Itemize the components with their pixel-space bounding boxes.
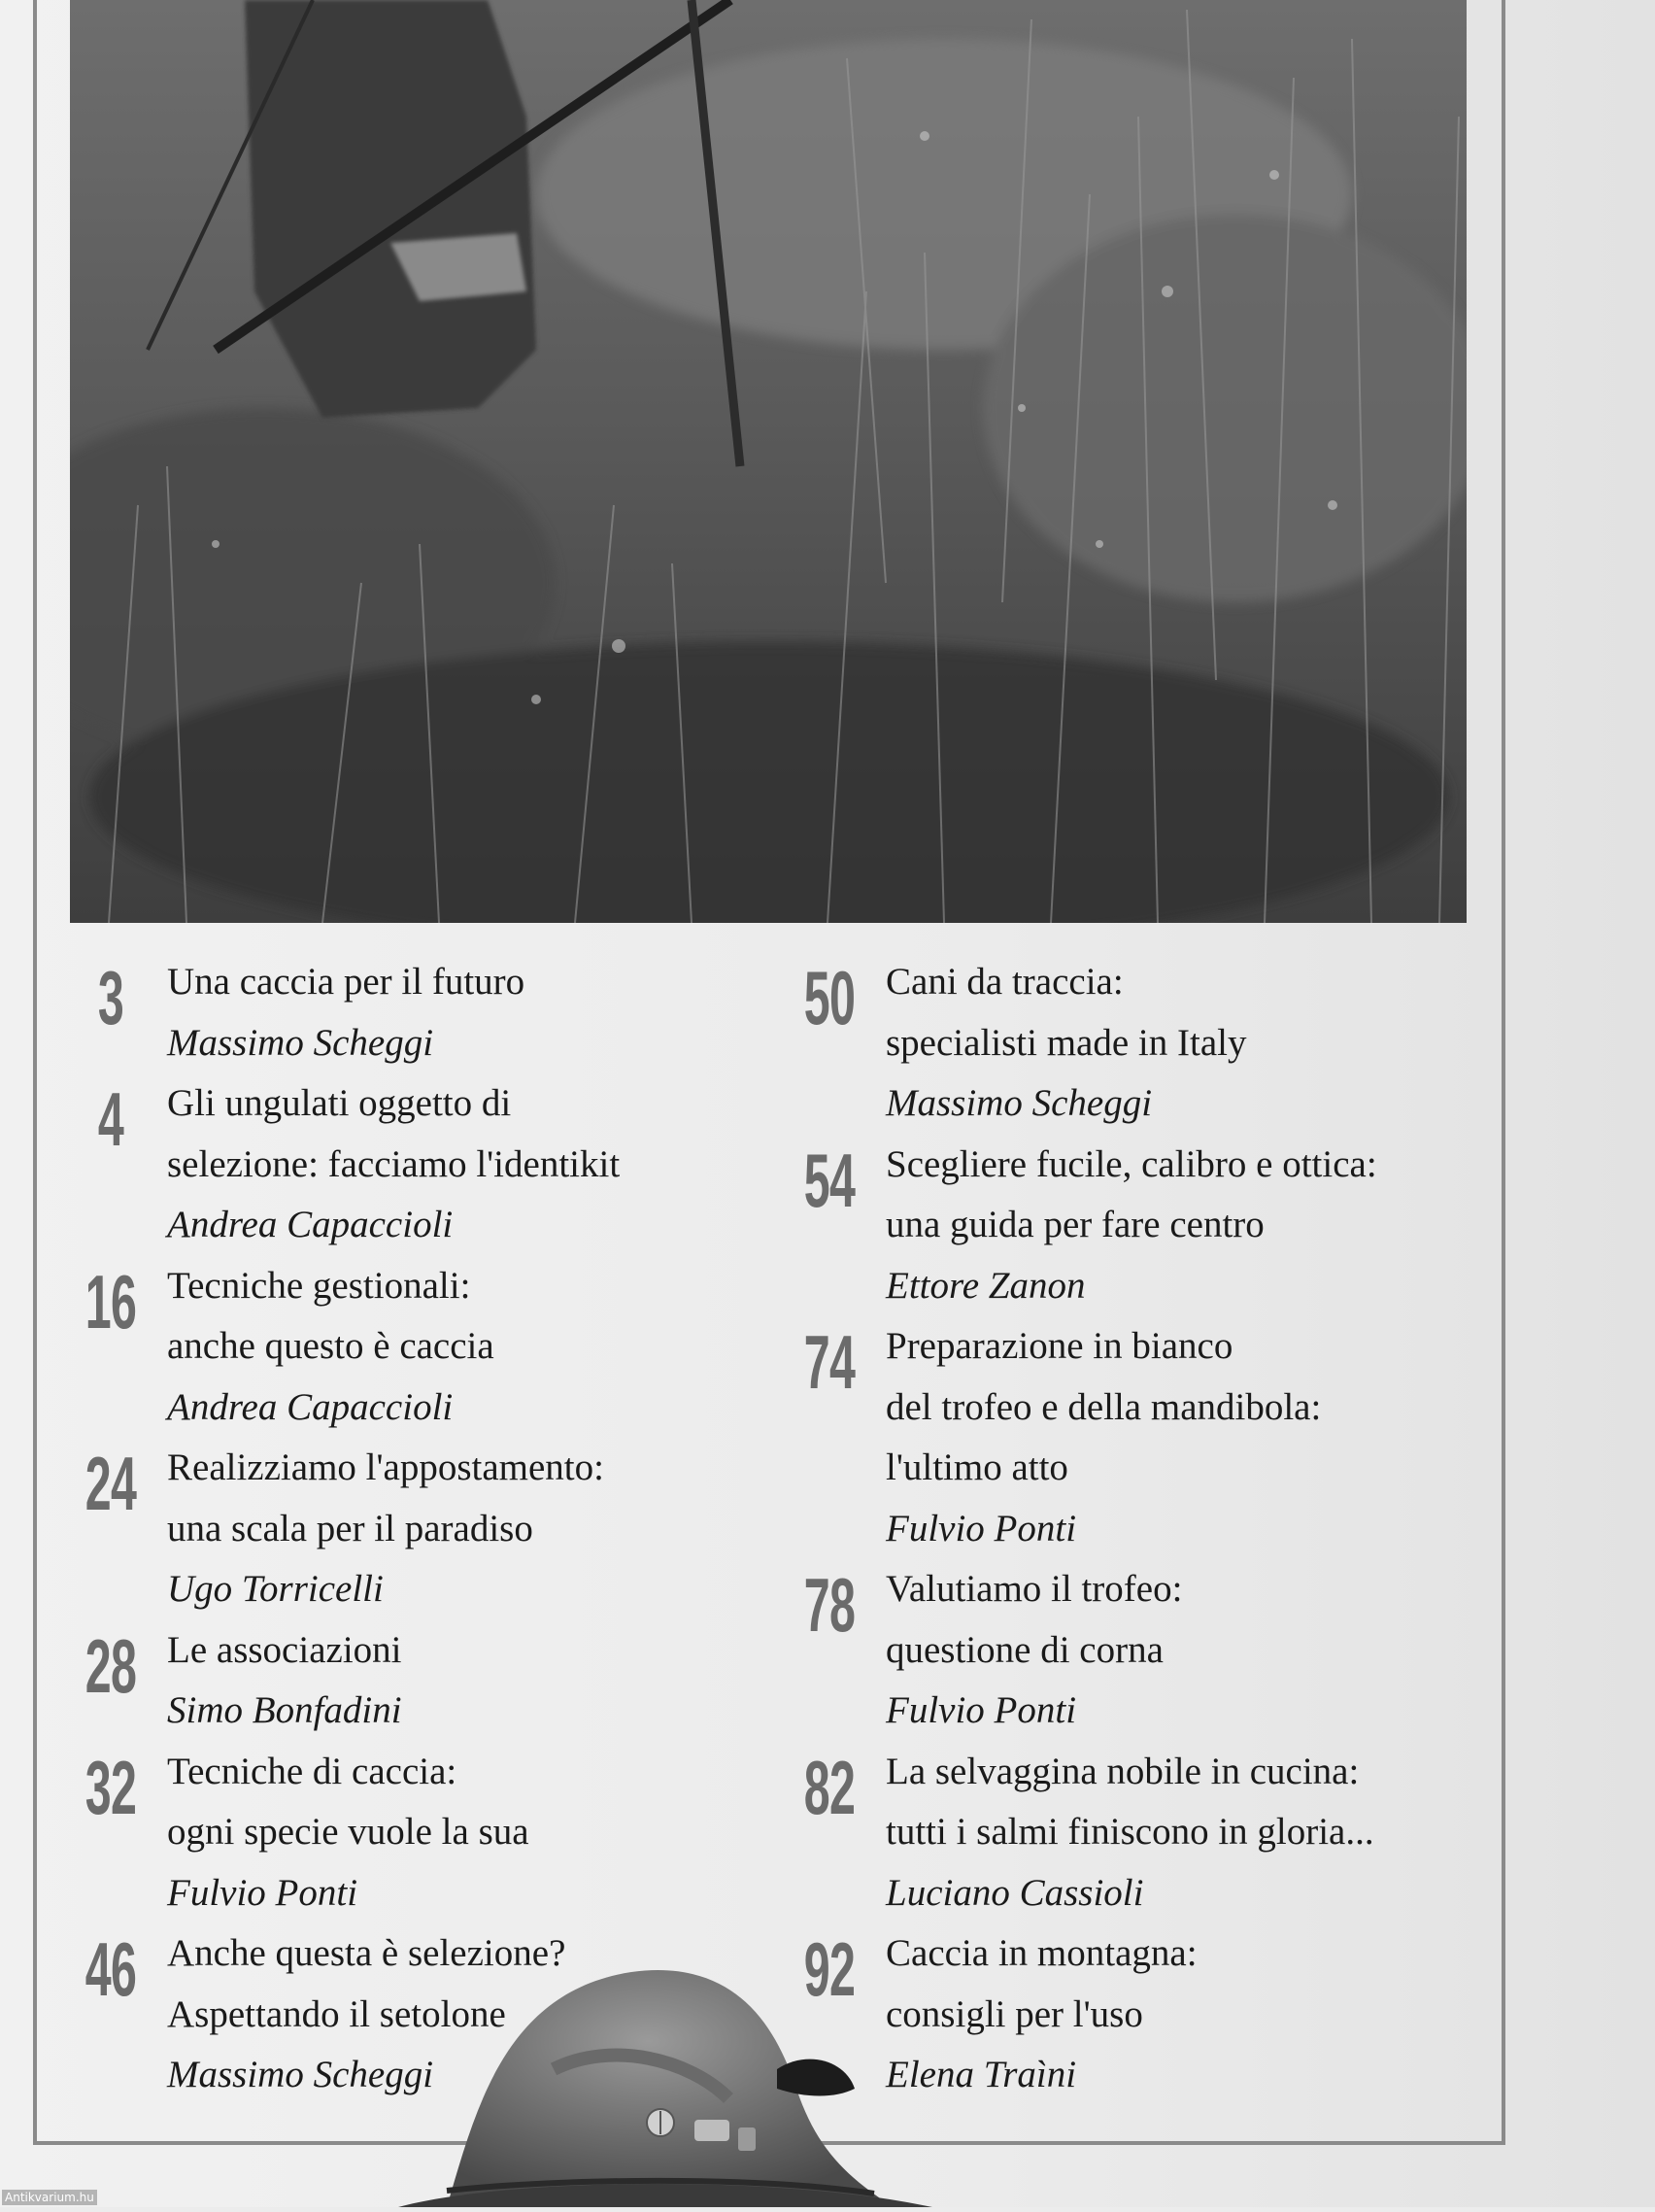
toc-page-number: 54 xyxy=(803,1137,856,1223)
toc-article-title: consigli per l'uso xyxy=(886,1992,1143,2035)
toc-article-title: Tecniche di caccia: xyxy=(167,1750,457,1792)
toc-article-title: Gli ungulati oggetto di xyxy=(167,1082,512,1124)
table-of-contents-left xyxy=(68,952,738,2106)
toc-article-author: Fulvio Ponti xyxy=(167,1871,358,1914)
toc-entry xyxy=(68,1742,738,1924)
toc-article-author: Simo Bonfadini xyxy=(167,1689,402,1731)
hunting-hat-photo xyxy=(388,1953,932,2212)
toc-article-title: Valutiamo il trofeo: xyxy=(886,1568,1183,1610)
toc-entry xyxy=(68,1438,738,1620)
toc-page-number: 92 xyxy=(803,1926,856,2012)
toc-page-number: 3 xyxy=(97,955,124,1040)
toc-article-title: anche questo è caccia xyxy=(167,1325,494,1367)
toc-article-title: selezione: facciamo l'identikit xyxy=(167,1142,621,1185)
toc-article-author: Ugo Torricelli xyxy=(167,1568,384,1610)
toc-entry xyxy=(68,1073,738,1256)
toc-entry xyxy=(787,1316,1467,1559)
toc-page-number: 78 xyxy=(803,1562,856,1648)
toc-article-author: Elena Traìni xyxy=(886,2054,1077,2095)
toc-page-number: 50 xyxy=(803,955,856,1040)
toc-article-title: Cani da traccia: xyxy=(886,961,1124,1003)
toc-page-number: 4 xyxy=(97,1076,124,1162)
toc-article-title: La selvaggina nobile in cucina: xyxy=(886,1750,1360,1792)
toc-article-author: Ettore Zanon xyxy=(886,1264,1086,1307)
toc-article-title: una scala per il paradiso xyxy=(167,1507,533,1549)
toc-article-title: Una caccia per il futuro xyxy=(167,961,525,1003)
toc-article-title: una guida per fare centro xyxy=(886,1204,1265,1245)
toc-article-author: Andrea Capaccioli xyxy=(167,1385,454,1428)
watermark: Antikvarium.hu xyxy=(2,2190,97,2205)
toc-article-author: Massimo Scheggi xyxy=(886,1082,1153,1124)
toc-article-author: Fulvio Ponti xyxy=(886,1689,1077,1731)
toc-article-author: Andrea Capaccioli xyxy=(167,1204,454,1245)
toc-article-title: Tecniche gestionali: xyxy=(167,1264,471,1307)
toc-article-author: Massimo Scheggi xyxy=(167,1021,434,1064)
toc-article-author: Massimo Scheggi xyxy=(167,2054,434,2095)
toc-entry xyxy=(68,952,738,1073)
toc-article-author: Luciano Cassioli xyxy=(886,1871,1144,1914)
toc-article-title: tutti i salmi finiscono in gloria... xyxy=(886,1811,1374,1853)
toc-article-title: questione di corna xyxy=(886,1628,1164,1671)
toc-page-number: 74 xyxy=(803,1319,856,1405)
toc-article-title: Realizziamo l'appostamento: xyxy=(167,1446,604,1488)
toc-entry xyxy=(787,1135,1467,1317)
toc-article-title: Aspettando il setolone xyxy=(167,1992,506,2035)
toc-page-number: 16 xyxy=(84,1258,137,1344)
toc-article-title: Preparazione in bianco xyxy=(886,1325,1233,1367)
toc-page-number: 46 xyxy=(84,1926,137,2012)
toc-article-title: Caccia in montagna: xyxy=(886,1932,1198,1974)
toc-entry xyxy=(68,1256,738,1439)
toc-article-title: l'ultimo atto xyxy=(886,1446,1068,1488)
toc-article-title: Scegliere fucile, calibro e ottica: xyxy=(886,1142,1377,1185)
hunter-in-field-photo xyxy=(70,0,1467,923)
toc-page-number: 28 xyxy=(84,1622,137,1709)
toc-article-title: ogni specie vuole la sua xyxy=(167,1811,529,1853)
toc-article-author: Fulvio Ponti xyxy=(886,1507,1077,1549)
toc-entry xyxy=(787,952,1467,1135)
toc-page-number: 24 xyxy=(84,1441,137,1526)
toc-article-title: Anche questa è selezione? xyxy=(167,1932,566,1974)
toc-entry xyxy=(68,1620,738,1742)
toc-page-number: 32 xyxy=(84,1744,137,1830)
toc-entry xyxy=(787,1559,1467,1742)
toc-article-title: specialisti made in Italy xyxy=(886,1021,1247,1064)
toc-article-title: del trofeo e della mandibola: xyxy=(886,1385,1322,1428)
toc-page-number: 82 xyxy=(803,1744,856,1830)
toc-article-title: Le associazioni xyxy=(167,1628,402,1671)
toc-entry xyxy=(787,1742,1467,1924)
table-of-contents-right xyxy=(787,952,1467,2106)
